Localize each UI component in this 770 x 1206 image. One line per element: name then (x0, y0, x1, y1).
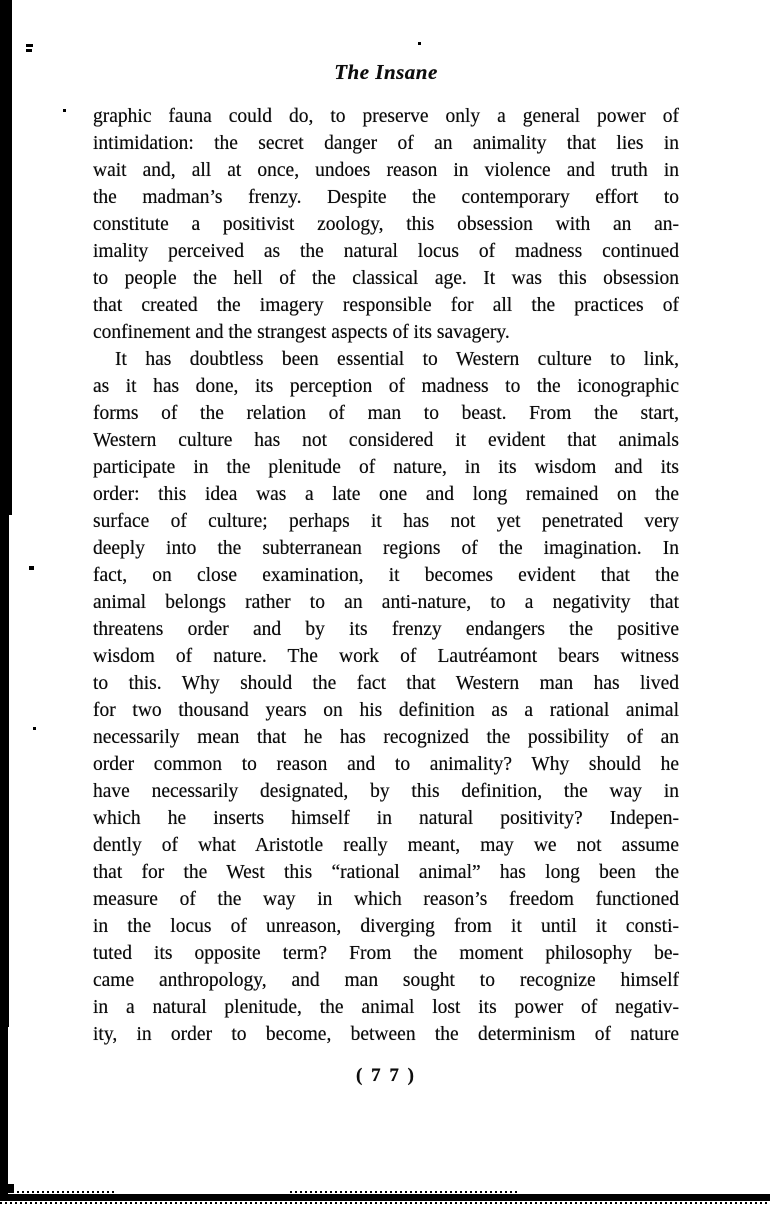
text-line: in a natural plenitude, the animal lost its power of negativ- (93, 997, 679, 1018)
text-line: ity, in order to become, between the determinism of nature (93, 1024, 679, 1045)
ink-speck (26, 44, 33, 47)
scan-left-edge-bar (0, 1027, 8, 1197)
text-line: animal belongs rather to an anti-nature, to a negativity that (93, 592, 679, 613)
text-line: fact, on close examination, it becomes evident that the (93, 565, 679, 586)
text-line: necessarily mean that he has recognized the possibility of an (93, 727, 679, 748)
ink-speck (418, 42, 421, 45)
text-line: came anthropology, and man sought to recognize himself (93, 970, 679, 991)
text-line: confinement and the strangest aspects of its savagery. (93, 322, 510, 343)
scan-left-edge-bar (0, 0, 12, 515)
text-line: Western culture has not considered it evident that animals (93, 430, 679, 451)
text-line: wait and, all at once, undoes reason in violence and truth in (93, 160, 679, 181)
scan-left-edge-bar (0, 515, 9, 1027)
text-line: order common to reason and to animality? Why should he (93, 754, 679, 775)
text-line: dently of what Aristotle really meant, may we not assume (93, 835, 679, 856)
text-line: to this. Why should the fact that Western man has lived (93, 673, 679, 694)
text-line: surface of culture; perhaps it has not yet penetrated very (93, 511, 679, 532)
text-line: which he inserts himself in natural positivity? Indepen- (93, 808, 679, 829)
text-line: the madman’s frenzy. Despite the contemporary effort to (93, 187, 679, 208)
ink-speck (26, 49, 32, 52)
text-line: threatens order and by its frenzy endangers the positive (93, 619, 679, 640)
page-number: ( 7 7 ) (356, 1065, 416, 1086)
ink-speck (29, 566, 34, 570)
text-line: to people the hell of the classical age. It was this obsession (93, 268, 679, 289)
ink-speck (63, 109, 66, 112)
paragraph-continuation (93, 103, 679, 346)
text-line: that for the West this “rational animal” has long been the (93, 862, 679, 883)
text-line: constitute a positivist zoology, this obsession with an an- (93, 214, 679, 235)
text-line: that created the imagery responsible for all the practices of (93, 295, 679, 316)
text-line: for two thousand years on his definition as a rational animal (93, 700, 679, 721)
text-line: measure of the way in which reason’s freedom functioned (93, 889, 679, 910)
text-line: intimidation: the secret danger of an animality that lies in (93, 133, 679, 154)
text-line: graphic fauna could do, to preserve only a general power of (93, 106, 679, 127)
text-line: in the locus of unreason, diverging from it until it consti- (93, 916, 679, 937)
text-line: have necessarily designated, by this definition, the way in (93, 781, 679, 802)
text-line: imality perceived as the natural locus of madness continued (93, 241, 679, 262)
text-line: wisdom of nature. The work of Lautréamont bears witness (93, 646, 679, 667)
running-header: The Insane (334, 60, 438, 84)
text-line: participate in the plenitude of nature, in its wisdom and its (93, 457, 679, 478)
scan-dotted-fringe (290, 1191, 520, 1193)
scan-bottom-edge-bar (0, 1194, 770, 1201)
text-line: order: this idea was a late one and long remained on the (93, 484, 679, 505)
ink-speck (33, 727, 36, 730)
text-line: deeply into the subterranean regions of the imagination. In (93, 538, 679, 559)
scan-dotted-fringe (7, 1191, 117, 1193)
body-text (93, 103, 679, 1048)
text-line: as it has done, its perception of madness to the iconographic (93, 376, 679, 397)
paragraph-second (93, 346, 679, 1048)
scan-dotted-fringe (0, 1202, 770, 1204)
text-line: It has doubtless been essential to Western culture to link, (115, 349, 679, 370)
text-line: tuted its opposite term? From the moment philosophy be- (93, 943, 679, 964)
text-line: forms of the relation of man to beast. From the start, (93, 403, 679, 424)
